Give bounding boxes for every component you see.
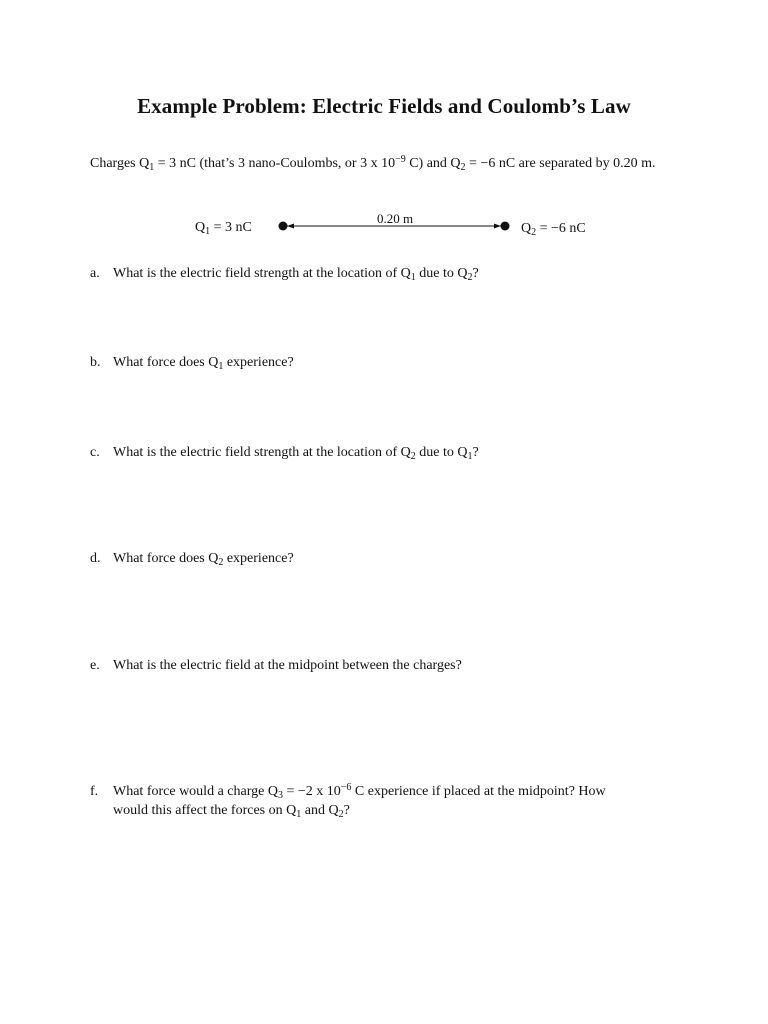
question-letter: d. xyxy=(90,551,101,566)
subscript: 3 xyxy=(277,790,283,801)
text-run: What force would a charge Q xyxy=(113,784,278,799)
question-letter: e. xyxy=(90,658,100,673)
intro-text: Charges Q xyxy=(90,156,150,171)
text-run: due to Q xyxy=(415,266,468,281)
subscript: 2 xyxy=(460,162,466,173)
intro-text: C) and Q xyxy=(405,156,461,171)
q2-letter: Q xyxy=(521,221,532,236)
question-text xyxy=(113,549,673,568)
text-run: What is the electric field strength at the location of Q xyxy=(113,266,411,281)
subscript: 1 xyxy=(205,226,211,237)
arrowhead-right xyxy=(494,224,501,229)
text-run: and Q xyxy=(301,803,339,818)
subscript: 2 xyxy=(531,227,537,238)
subscript: 2 xyxy=(410,451,416,462)
charge-q1-dot xyxy=(279,222,288,231)
text-run: = −2 x 10 xyxy=(282,784,341,799)
charge-q1-label xyxy=(195,220,252,236)
question-letter: c. xyxy=(90,445,100,460)
exponent: −9 xyxy=(395,154,406,165)
subscript: 1 xyxy=(410,272,416,283)
subscript: 2 xyxy=(338,809,344,820)
q2-value: = −6 nC xyxy=(536,221,586,236)
arrowhead-left xyxy=(287,224,294,229)
subscript: 1 xyxy=(149,162,155,173)
text-run: would this affect the forces on Q xyxy=(113,803,297,818)
text-run: What force does Q xyxy=(113,551,219,566)
exponent: −6 xyxy=(340,782,352,793)
subscript: 1 xyxy=(467,451,473,462)
intro-text: = −6 nC are separated by 0.20 m. xyxy=(465,156,656,171)
text-run: What is the electric field strength at the location of Q xyxy=(113,445,411,460)
text-run: ? xyxy=(472,445,479,460)
distance-label: 0.20 m xyxy=(377,211,414,226)
text-run: due to Q xyxy=(415,445,468,460)
question-text xyxy=(113,353,673,372)
text-run: ? xyxy=(343,803,350,818)
text-run: ? xyxy=(472,266,479,281)
question-text xyxy=(113,443,673,462)
question-letter: f. xyxy=(90,784,99,799)
subscript: 2 xyxy=(218,557,224,568)
q1-letter: Q xyxy=(195,220,206,235)
text-run: C experience if placed at the midpoint? How xyxy=(351,784,606,799)
charge-diagram xyxy=(0,205,768,245)
text-run: experience? xyxy=(223,551,294,566)
intro-text: = 3 nC (that’s 3 nano-Coulombs, or 3 x 10 xyxy=(154,156,396,171)
distance-arrow xyxy=(275,218,515,234)
q1-value: = 3 nC xyxy=(210,220,252,235)
question-letter: b. xyxy=(90,355,101,370)
question-text xyxy=(113,782,673,820)
text-run: What force does Q xyxy=(113,355,219,370)
text-run: experience? xyxy=(223,355,294,370)
question-letter: a. xyxy=(90,266,100,281)
subscript: 1 xyxy=(218,361,224,372)
problem-statement xyxy=(90,156,730,172)
charge-q2-dot xyxy=(501,222,510,231)
subscript: 1 xyxy=(296,809,302,820)
question-text xyxy=(113,264,673,283)
question-text: What is the electric field at the midpoint between the charges? xyxy=(113,658,462,673)
charge-q2-label xyxy=(521,221,586,237)
page-title: Example Problem: Electric Fields and Coulomb’s Law xyxy=(137,94,631,118)
subscript: 2 xyxy=(467,272,473,283)
